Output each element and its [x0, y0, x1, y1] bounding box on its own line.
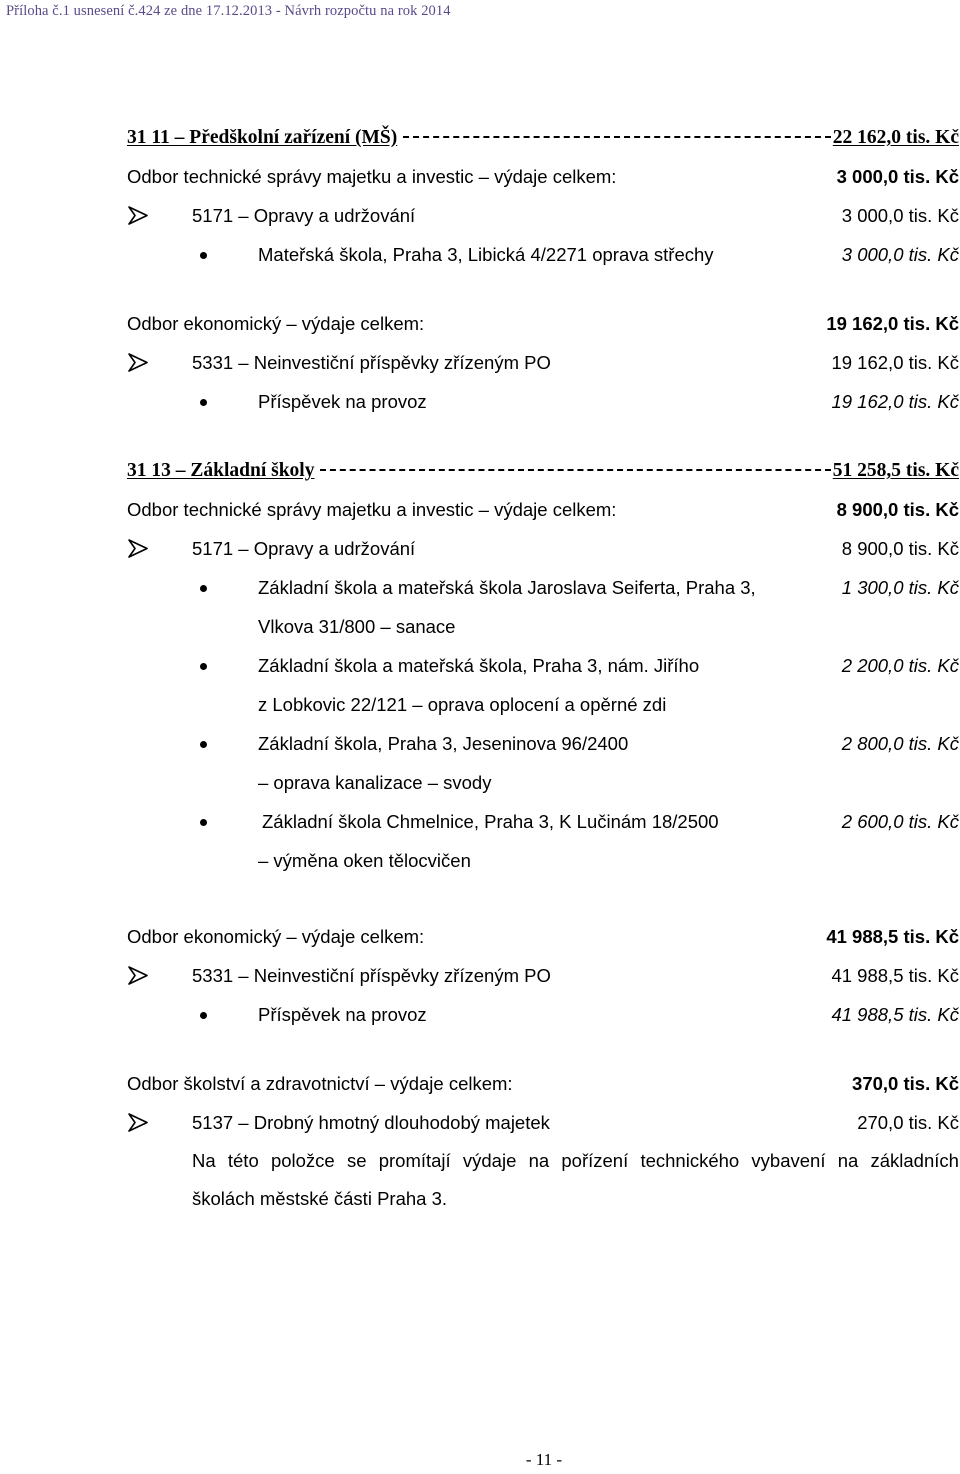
- subitem-row: [127, 646, 959, 685]
- subitem-row: [127, 568, 959, 607]
- dot-bullet-icon: [200, 663, 207, 670]
- subitem-continuation: Vlkova 31/800 – sanace: [258, 616, 456, 637]
- item-row: [127, 196, 959, 235]
- subitem-label: Základní škola Chmelnice, Praha 3, K Lučinám 18/2500: [262, 811, 719, 832]
- dot-bullet-icon: [200, 741, 207, 748]
- note-line: Na této položce se promítají výdaje na pořízení technického vybavení na základních: [192, 1150, 959, 1171]
- subitem-label: Základní škola a mateřská škola Jaroslava Seiferta, Praha 3,: [258, 577, 756, 598]
- subitem-label: Příspěvek na provoz: [258, 391, 427, 412]
- dept-amount: 41 988,5 tis. Kč: [826, 926, 959, 947]
- dot-bullet-icon: [200, 399, 207, 406]
- section-title: 31 13 – Základní školy: [127, 460, 315, 481]
- item-amount: 8 900,0 tis. Kč: [841, 538, 959, 559]
- dept-label: Odbor technické správy majetku a investic – výdaje celkem:: [127, 499, 617, 520]
- subitem-row: [127, 995, 959, 1034]
- item-amount: 19 162,0 tis. Kč: [831, 352, 959, 373]
- section-title-row: [127, 118, 959, 157]
- page-number: - 11 -: [525, 1450, 563, 1469]
- section-title: 31 11 – Předškolní zařízení (MŠ): [127, 127, 398, 148]
- subitem-amount: 19 162,0 tis. Kč: [831, 391, 959, 412]
- dept-row: [127, 157, 959, 196]
- item-row: [127, 343, 959, 382]
- arrow-bullet-icon: [127, 196, 149, 235]
- dept-label: Odbor ekonomický – výdaje celkem:: [127, 926, 425, 947]
- item-amount: 270,0 tis. Kč: [857, 1112, 959, 1133]
- section-title-row: [127, 451, 959, 490]
- subitem-continuation: – oprava kanalizace – svody: [258, 772, 492, 793]
- dot-bullet-icon: [200, 819, 207, 826]
- document-header: Příloha č.1 usnesení č.424 ze dne 17.12.2013 - Návrh rozpočtu na rok 2014: [6, 3, 451, 19]
- dot-bullet-icon: [200, 252, 207, 259]
- dept-label: Odbor ekonomický – výdaje celkem:: [127, 313, 425, 334]
- dept-amount: 370,0 tis. Kč: [852, 1073, 959, 1094]
- subitem-amount: 1 300,0 tis. Kč: [841, 577, 959, 598]
- dept-row: [127, 490, 959, 529]
- subitem-amount: 41 988,5 tis. Kč: [831, 1004, 959, 1025]
- subitem-row: [127, 382, 959, 421]
- item-amount: 3 000,0 tis. Kč: [841, 205, 959, 226]
- dept-label: Odbor školství a zdravotnictví – výdaje celkem:: [127, 1073, 513, 1094]
- subitem-amount: 2 600,0 tis. Kč: [841, 811, 959, 832]
- arrow-bullet-icon: [127, 956, 149, 995]
- subitem-label: Základní škola a mateřská škola, Praha 3, nám. Jiřího: [258, 655, 700, 676]
- item-label: 5137 – Drobný hmotný dlouhodobý majetek: [192, 1112, 550, 1133]
- item-row: [127, 956, 959, 995]
- section-amount: 51 258,5 tis. Kč: [832, 460, 959, 481]
- budget-page: [127, 118, 959, 1218]
- dot-bullet-icon: [200, 1012, 207, 1019]
- leader-line: [403, 136, 831, 138]
- subitem-row: [127, 724, 959, 763]
- dept-row: [127, 917, 959, 956]
- dot-bullet-icon: [200, 585, 207, 592]
- item-label: 5331 – Neinvestiční příspěvky zřízeným PO: [192, 352, 551, 373]
- subitem-amount: 2 200,0 tis. Kč: [841, 655, 959, 676]
- subitem-continuation: – výměna oken tělocvičen: [258, 850, 471, 871]
- subitem-amount: 3 000,0 tis. Kč: [841, 244, 959, 265]
- item-label: 5171 – Opravy a udržování: [192, 205, 416, 226]
- arrow-bullet-icon: [127, 343, 149, 382]
- subitem-amount: 2 800,0 tis. Kč: [841, 733, 959, 754]
- subitem-label: Základní škola, Praha 3, Jeseninova 96/2400: [258, 733, 629, 754]
- dept-label: Odbor technické správy majetku a investic – výdaje celkem:: [127, 166, 617, 187]
- dept-amount: 8 900,0 tis. Kč: [836, 499, 959, 520]
- item-row: [127, 529, 959, 568]
- section-amount: 22 162,0 tis. Kč: [832, 127, 959, 148]
- dept-row: [127, 1064, 959, 1103]
- leader-line: [320, 469, 830, 471]
- subitem-row: [127, 235, 959, 274]
- subitem-label: Mateřská škola, Praha 3, Libická 4/2271 oprava střechy: [258, 244, 714, 265]
- subitem-label: Příspěvek na provoz: [258, 1004, 427, 1025]
- dept-amount: 19 162,0 tis. Kč: [826, 313, 959, 334]
- note-paragraph: [127, 1142, 959, 1218]
- item-label: 5171 – Opravy a udržování: [192, 538, 416, 559]
- subitem-row: [127, 802, 959, 841]
- subitem-continuation: z Lobkovic 22/121 – oprava oplocení a opěrné zdi: [258, 694, 667, 715]
- item-amount: 41 988,5 tis. Kč: [831, 965, 959, 986]
- item-row: [127, 1103, 959, 1142]
- arrow-bullet-icon: [127, 1103, 149, 1142]
- dept-row: [127, 304, 959, 343]
- item-label: 5331 – Neinvestiční příspěvky zřízeným PO: [192, 965, 551, 986]
- dept-amount: 3 000,0 tis. Kč: [836, 166, 959, 187]
- note-line: školách městské části Praha 3.: [192, 1188, 447, 1209]
- arrow-bullet-icon: [127, 529, 149, 568]
